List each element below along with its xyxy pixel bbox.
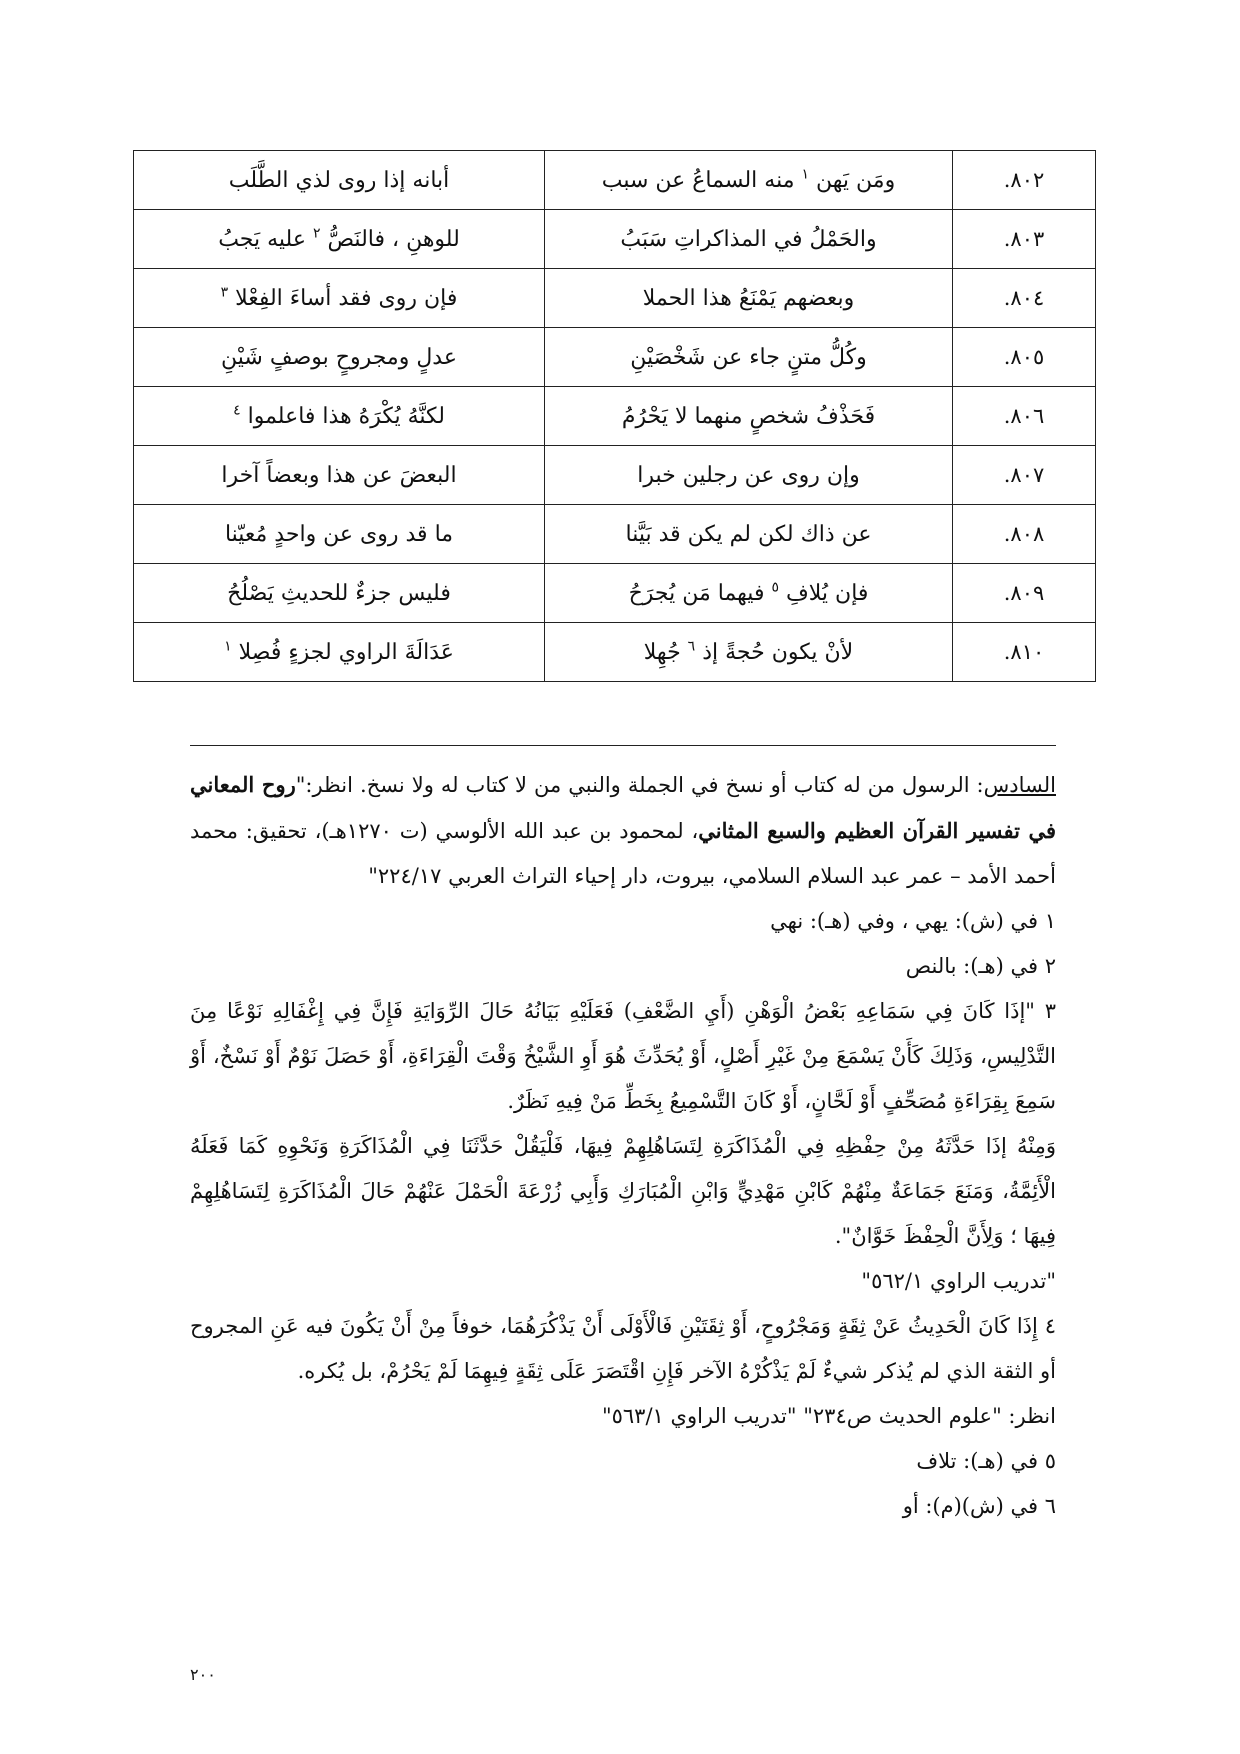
verse-number-text: ٨٠٩. xyxy=(1003,581,1045,605)
verse-number-text: ٨٠٧. xyxy=(1003,463,1045,487)
verse-number-text: ٨٠٦. xyxy=(1003,404,1045,428)
footnote-marker: ٤ xyxy=(233,402,241,419)
hemistich-text: أبانه إذا روى لذي الطَّلَب xyxy=(228,167,450,193)
hemistich-text: ومَن يَهن xyxy=(816,167,896,193)
hemistich-text: ما قد روى عن واحدٍ مُعيّنا xyxy=(224,521,454,547)
footnote-4: ٤ إِذَا كَانَ الْحَدِيثُ عَنْ ثِقَةٍ وَمَجْرُوحٍ، أَوْ ثِقَتَيْنِ فَالْأَوْلَى أَنْ يَذْكُرَهُمَا، خوفاً مِنْ أَنْ يَكُونَ فيه عَنِ المجروح أو الثقة الذي لم يُذكر شيءٌ لَمْ يَذْكُرْهُ الآخر فَإِنِ اقْتَصَرَ عَلَى ثِقَةٍ فِيهِمَا لَمْ يَحْرُمْ، بل يُكره. xyxy=(190,1314,1056,1383)
verse-number xyxy=(953,387,1096,446)
footnote-marker: ٣ xyxy=(220,284,229,301)
hemistich-text: فليس جزءٌ للحديثِ يَصْلُحُ xyxy=(227,580,451,606)
hemistich-text: للوهنِ ، فالنَصُّ xyxy=(327,226,460,252)
hemistich-text: البعضَ عن هذا وبعضاً آخرا xyxy=(221,462,457,488)
verse-row xyxy=(134,446,1096,505)
footnote-2: ٢ في (هـ): بالنص xyxy=(905,954,1056,978)
hemistich-text: وكُلُّ متنٍ جاء عن شَخْصَيْنِ xyxy=(630,344,867,370)
footnote-3-part-1: ٣ "إذَا كَانَ فِي سَمَاعِهِ بَعْضُ الْوَهْنِ (أَيِ الضَّعْفِ) فَعَلَيْهِ بَيَانُهُ حَالَ الرِّوَايَةِ فَإِنَّ فِي إِغْفَالِهِ نَوْعًا مِنَ التَّدْلِيسِ، وَذَلِكَ كَأَنْ يَسْمَعَ مِنْ غَيْرِ أَصْلٍ، أَوْ يُحَدِّثَ هُوَ أَوِ الشَّيْخُ وَقْتَ الْقِرَاءَةِ، أَوْ حَصَلَ نَوْمٌ أَوْ نَسْخٌ، أَوْ سَمِعَ بِقِرَاءَةِ مُصَحِّفٍ أَوْ لَحَّانٍ، أَوْ كَانَ التَّسْمِيعُ بِخَطِّ مَنْ فِيهِ نَظَرٌ. xyxy=(190,999,1056,1113)
hemistich-text: وبعضهم يَمْنَعُ هذا الحملا xyxy=(642,285,855,311)
verse-second-hemistich xyxy=(134,269,545,328)
verse-first-hemistich xyxy=(545,623,953,682)
footnote-1: ١ في (ش): يهي ، وفي (هـ): نهي xyxy=(770,909,1056,933)
footnote-intro xyxy=(190,762,1056,899)
verse-second-hemistich xyxy=(134,564,545,623)
hemistich-text: فإن يُلافِ xyxy=(786,580,869,606)
hemistich-text: لأنْ يكون حُجةً إذ xyxy=(702,639,854,665)
verse-second-hemistich xyxy=(134,623,545,682)
verse-first-hemistich xyxy=(545,387,953,446)
verse-number xyxy=(953,328,1096,387)
footnote-marker: ٦ xyxy=(687,638,696,655)
footnote-marker: ١ xyxy=(801,166,810,183)
verse-first-hemistich xyxy=(545,564,953,623)
verse-first-hemistich xyxy=(545,210,953,269)
footnote-marker: ١ xyxy=(224,638,232,655)
verse-first-hemistich xyxy=(545,269,953,328)
verse-number-text: ٨٠٤. xyxy=(1003,286,1045,310)
hemistich-text-continued: منه السماعُ عن سبب xyxy=(601,167,795,193)
verse-table xyxy=(133,150,1096,682)
hemistich-text: وإن روى عن رجلين خبرا xyxy=(637,462,860,488)
verse-second-hemistich xyxy=(134,387,545,446)
verse-row xyxy=(134,623,1096,682)
hemistich-text: لكنَّهُ يُكْرَهُ هذا فاعلموا xyxy=(247,403,445,429)
verse-row xyxy=(134,269,1096,328)
verse-table-body xyxy=(134,151,1096,682)
verse-second-hemistich xyxy=(134,210,545,269)
verse-number xyxy=(953,210,1096,269)
footnote-4-citation: انظر: "علوم الحديث ص٢٣٤" "تدريب الراوي ٥٦٣/١" xyxy=(601,1404,1056,1428)
verse-number xyxy=(953,446,1096,505)
hemistich-text: عن ذاك لكن لم يكن قد بَيَّنا xyxy=(625,521,872,547)
footnote-5: ٥ في (هـ): تلاف xyxy=(916,1449,1056,1473)
verse-first-hemistich xyxy=(545,328,953,387)
footnotes-section xyxy=(190,762,1056,1529)
verse-number-text: ٨٠٢. xyxy=(1003,168,1045,192)
hemistich-text-continued: فيهما مَن يُجرَحُ xyxy=(628,580,765,606)
footnote-intro-book-title: روح المعاني في تفسير القرآن العظيم والسبع المثاني xyxy=(190,772,1056,843)
footnote-separator xyxy=(190,745,1056,746)
verse-number-text: ٨٠٥. xyxy=(1003,345,1045,369)
hemistich-text: فإن روى فقد أساءَ الفِعْلا xyxy=(235,285,458,311)
hemistich-text-continued: عليه يَجبُ xyxy=(218,226,306,252)
hemistich-text-continued: جُهِلا xyxy=(643,639,681,665)
footnote-marker: ٥ xyxy=(771,579,779,596)
verse-number-text: ٨٠٨. xyxy=(1003,522,1045,546)
verse-number xyxy=(953,269,1096,328)
verse-number xyxy=(953,151,1096,210)
footnote-intro-underlined: السادس xyxy=(983,773,1056,797)
verse-first-hemistich xyxy=(545,151,953,210)
verse-number-text: ٨٠٣. xyxy=(1003,227,1045,251)
verse-second-hemistich xyxy=(134,151,545,210)
verse-row xyxy=(134,210,1096,269)
verse-second-hemistich xyxy=(134,328,545,387)
verse-number xyxy=(953,505,1096,564)
verse-second-hemistich xyxy=(134,446,545,505)
verse-second-hemistich xyxy=(134,505,545,564)
footnote-3-part-2: وَمِنْهُ إذَا حَدَّثَهُ مِنْ حِفْظِهِ فِي الْمُذَاكَرَةِ لِتَسَاهُلِهِمْ فِيهَا، فَلْيَقُلْ حَدَّثَنَا فِي الْمُذَاكَرَةِ وَنَحْوِهِ كَمَا فَعَلَهُ الْأَئِمَّةُ، وَمَنَعَ جَمَاعَةٌ مِنْهُمْ كَابْنِ مَهْدِيٍّ وَابْنِ الْمُبَارَكِ وَأَبِي زُرْعَةَ الْحَمْلَ عَنْهُمْ حَالَ الْمُذَاكَرَةِ لِتَسَاهُلِهِمْ فِيهَا ؛ وَلِأَنَّ الْحِفْظَ خَوَّانٌ". xyxy=(190,1134,1056,1248)
verse-number xyxy=(953,623,1096,682)
verse-row xyxy=(134,328,1096,387)
verse-row xyxy=(134,564,1096,623)
verse-first-hemistich xyxy=(545,505,953,564)
footnote-3-citation: "تدريب الراوي ٥٦٢/١" xyxy=(861,1269,1056,1293)
verse-number xyxy=(953,564,1096,623)
footnote-intro-citation: ، لمحمود بن عبد الله الألوسي (ت ١٢٧٠هـ)، تحقيق: محمد أحمد الأمد – عمر عبد السلام السلامي، بيروت، دار إحياء التراث العربي ٢٢٤/١٧" xyxy=(190,819,1056,888)
verse-first-hemistich xyxy=(545,446,953,505)
footnote-6: ٦ في (ش)(م): أو xyxy=(902,1494,1056,1518)
footnote-intro-text: : الرسول من له كتاب أو نسخ في الجملة والنبي من لا كتاب له ولا نسخ. انظر:" xyxy=(295,773,984,797)
verse-row xyxy=(134,387,1096,446)
hemistich-text: عدلٍ ومجروحٍ بوصفٍ شَيْنِ xyxy=(221,344,457,370)
verse-number-text: ٨١٠. xyxy=(1003,640,1045,664)
footnote-marker: ٢ xyxy=(312,225,321,242)
hemistich-text: عَدَالَةَ الراوي لجزءٍ فُصِلا xyxy=(238,639,454,665)
page-number: ٢٠٠ xyxy=(190,1665,216,1684)
hemistich-text: فَحَذْفُ شخصٍ منهما لا يَحْرُمُ xyxy=(621,403,876,429)
verse-row xyxy=(134,151,1096,210)
hemistich-text: والحَمْلُ في المذاكراتِ سَبَبُ xyxy=(620,226,877,252)
verse-row xyxy=(134,505,1096,564)
